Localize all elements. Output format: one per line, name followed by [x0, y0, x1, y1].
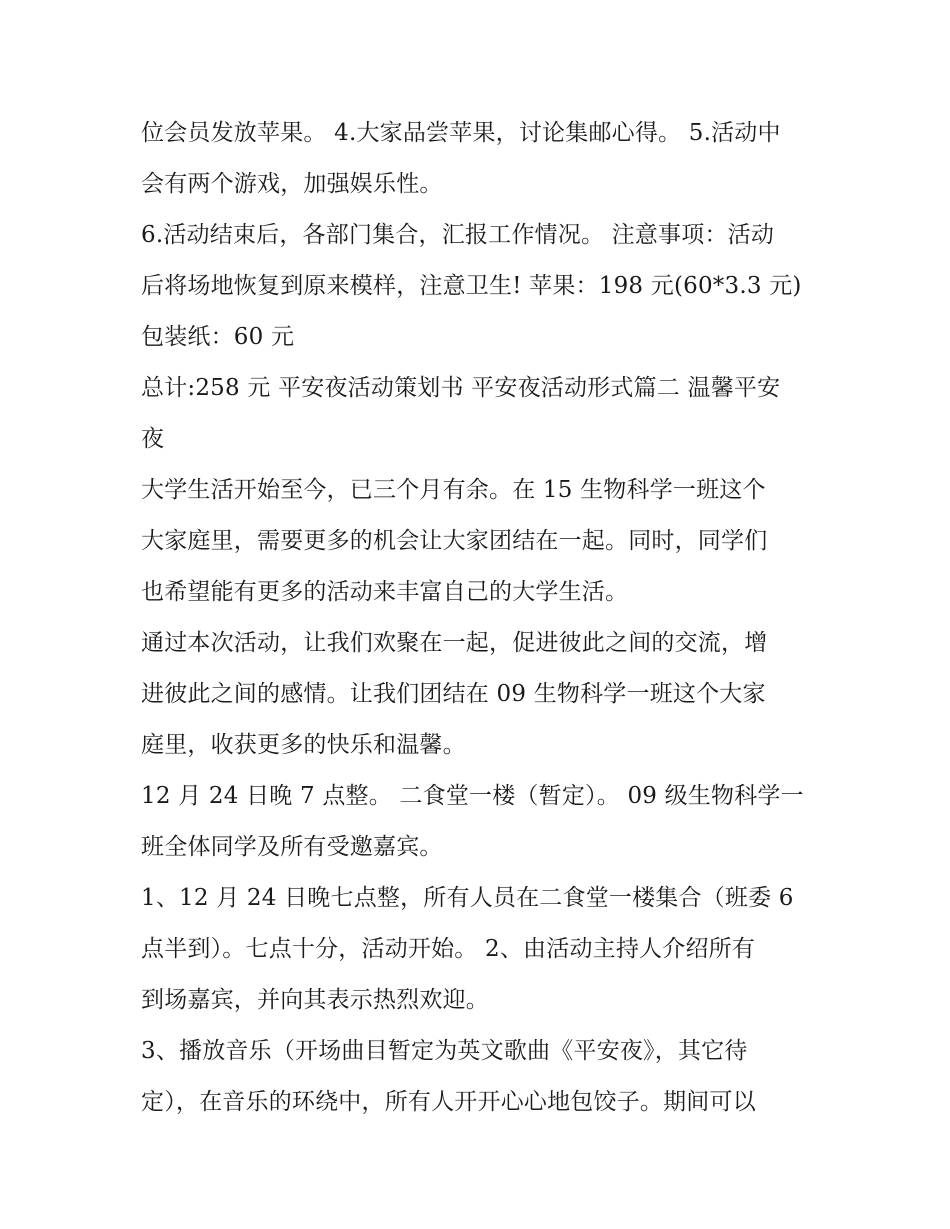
- text-line: 1、12 月 24 日晚七点整，所有人员在二食堂一楼集合（班委 6: [141, 885, 794, 911]
- text-line: 到场嘉宾，并向其表示热烈欢迎。: [141, 987, 489, 1013]
- text-line: 位会员发放苹果。 4.大家品尝苹果，讨论集邮心得。 5.活动中: [141, 120, 781, 146]
- text-line: 包装纸：60 元: [141, 324, 295, 350]
- text-line: 6.活动结束后，各部门集合，汇报工作情况。 注意事项：活动: [141, 222, 775, 248]
- text-line: 定），在音乐的环绕中，所有人开开心心地包饺子。期间可以: [141, 1089, 756, 1115]
- text-line: 庭里，收获更多的快乐和温馨。: [141, 732, 466, 758]
- text-line: 进彼此之间的感情。让我们团结在 09 生物科学一班这个大家: [141, 681, 766, 707]
- text-line: 3、播放音乐（开场曲目暂定为英文歌曲《平安夜》，其它待: [141, 1038, 748, 1064]
- text-line: 大学生活开始至今，已三个月有余。在 15 生物科学一班这个: [141, 477, 766, 503]
- text-line: 通过本次活动，让我们欢聚在一起，促进彼此之间的交流，增: [141, 630, 768, 656]
- text-line: 会有两个游戏，加强娱乐性。: [141, 171, 443, 197]
- text-line: 班全体同学及所有受邀嘉宾。: [141, 834, 443, 860]
- text-line: 大家庭里，需要更多的机会让大家团结在一起。同时，同学们: [141, 528, 768, 554]
- text-line: 点半到）。七点十分，活动开始。 2、由活动主持人介绍所有: [141, 936, 756, 962]
- text-line: 后将场地恢复到原来模样，注意卫生! 苹果：198 元(60*3.3 元): [141, 273, 802, 299]
- text-line: 夜: [141, 426, 165, 452]
- text-line: 12 月 24 日晚 7 点整。 二食堂一楼（暂定）。 09 级生物科学一: [141, 783, 804, 809]
- text-line: 也希望能有更多的活动来丰富自己的大学生活。: [141, 579, 629, 605]
- text-line: 总计:258 元 平安夜活动策划书 平安夜活动形式篇二 温馨平安: [141, 375, 781, 401]
- document-body: [141, 108, 813, 1128]
